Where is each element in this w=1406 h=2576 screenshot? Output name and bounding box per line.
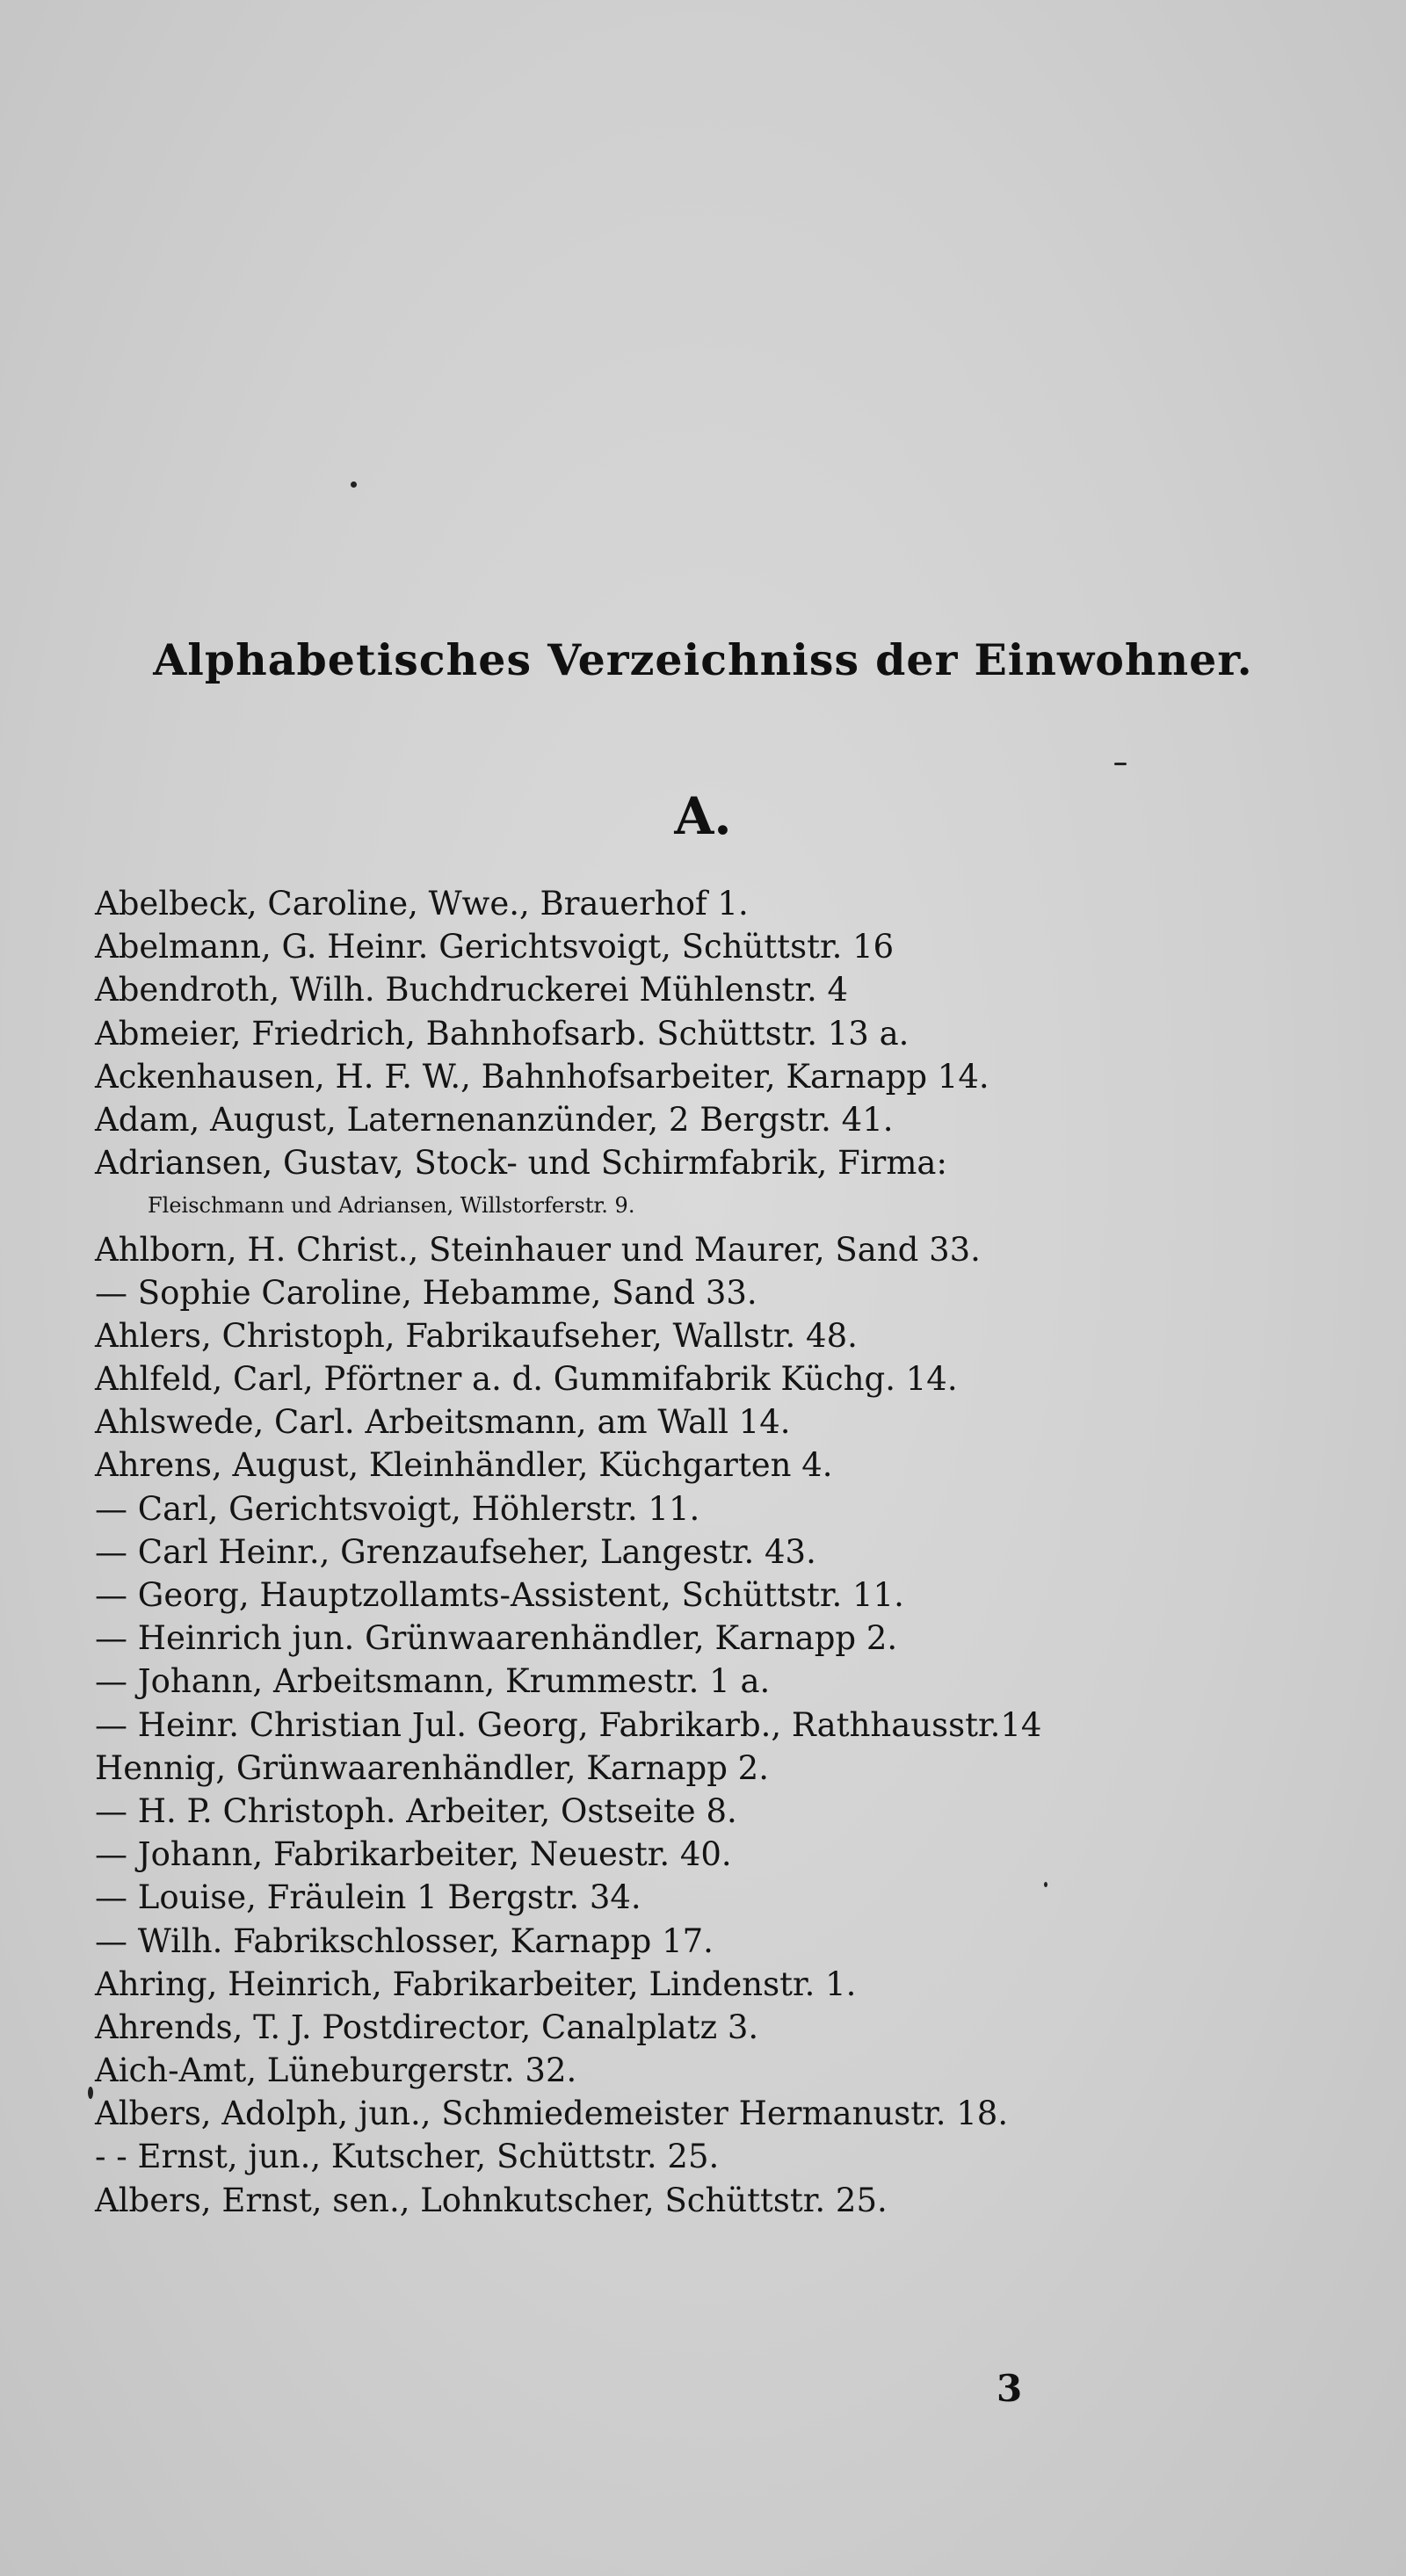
entry-line: — Heinr. Christian Jul. Georg, Fabrikarb., Rathhausstr.14 — [95, 1705, 1042, 1744]
entry-line: Albers, Ernst, sen., Lohnkutscher, Schüttstr. 25. — [95, 2181, 888, 2219]
entry-line: Adriansen, Gustav, Stock- und Schirmfabrik, Firma: — [95, 1144, 947, 1183]
entry-line: — Carl, Gerichtsvoigt, Höhlerstr. 11. — [95, 1489, 700, 1528]
entry-line: Ahrends, T. J. Postdirector, Canalplatz 3. — [95, 2008, 759, 2046]
entry-line: Ahlborn, H. Christ., Steinhauer und Maurer, Sand 33. — [95, 1230, 981, 1269]
print-speck — [1114, 763, 1127, 765]
entry-line: - - Ernst, jun., Kutscher, Schüttstr. 25. — [95, 2138, 720, 2176]
print-speck — [88, 2087, 93, 2099]
entry-line: — Johann, Fabrikarbeiter, Neuestr. 40. — [95, 1835, 732, 1874]
entry-line: — Louise, Fräulein 1 Bergstr. 34. — [95, 1878, 641, 1917]
entry-line: — Carl Heinr., Grenzaufseher, Langestr. 43. — [95, 1532, 816, 1571]
entry-line: Abelbeck, Caroline, Wwe., Brauerhof 1. — [95, 885, 749, 923]
entry-line: Abendroth, Wilh. Buchdruckerei Mühlenstr. 4 — [95, 971, 849, 1009]
entry-line: Ahring, Heinrich, Fabrikarbeiter, Lindenstr. 1. — [95, 1965, 857, 2003]
entry-line: — Johann, Arbeitsmann, Krummestr. 1 a. — [95, 1662, 771, 1701]
entry-line: Abmeier, Friedrich, Bahnhofsarb. Schüttstr. 13 a. — [95, 1014, 910, 1053]
entry-line: Aich-Amt, Lüneburgerstr. 32. — [95, 2051, 577, 2090]
print-speck — [351, 481, 357, 488]
entry-line: Ackenhausen, H. F. W., Bahnhofsarbeiter, Karnapp 14. — [95, 1057, 989, 1096]
entry-line: Ahlswede, Carl. Arbeitsmann, am Wall 14. — [95, 1403, 791, 1442]
entry-line: Adam, August, Laternenanzünder, 2 Bergstr. 41. — [95, 1100, 894, 1139]
entry-line: Abelmann, G. Heinr. Gerichtsvoigt, Schüttstr. 16 — [95, 928, 895, 966]
entry-line: — H. P. Christoph. Arbeiter, Ostseite 8. — [95, 1791, 737, 1830]
entry-line: Albers, Adolph, jun., Schmiedemeister Hermanustr. 18. — [95, 2095, 1009, 2133]
entry-continuation-line: Fleischmann und Adriansen, Willstorferstr. 9. — [148, 1193, 635, 1219]
entry-line: — Georg, Hauptzollamts-Assistent, Schüttstr. 11. — [95, 1576, 904, 1614]
entry-line: Ahrens, August, Kleinhändler, Küchgarten 4. — [95, 1446, 833, 1485]
entry-line: Ahlers, Christoph, Fabrikaufseher, Wallstr. 48. — [95, 1316, 858, 1355]
entry-list — [95, 882, 1325, 2222]
entry-line: — Heinrich jun. Grünwaarenhändler, Karnapp 2. — [95, 1619, 898, 1658]
entry-line: — Sophie Caroline, Hebamme, Sand 33. — [95, 1273, 757, 1312]
section-letter: A. — [674, 786, 732, 846]
entry-line: Hennig, Grünwaarenhändler, Karnapp 2. — [95, 1748, 769, 1787]
entry-line: — Wilh. Fabrikschlosser, Karnapp 17. — [95, 1921, 714, 1960]
page-number: 3 — [997, 2367, 1023, 2410]
entry-line: Ahlfeld, Carl, Pförtner a. d. Gummifabrik Küchg. 14. — [95, 1360, 958, 1399]
page-title: Alphabetisches Verzeichniss der Einwohner. — [153, 634, 1253, 685]
